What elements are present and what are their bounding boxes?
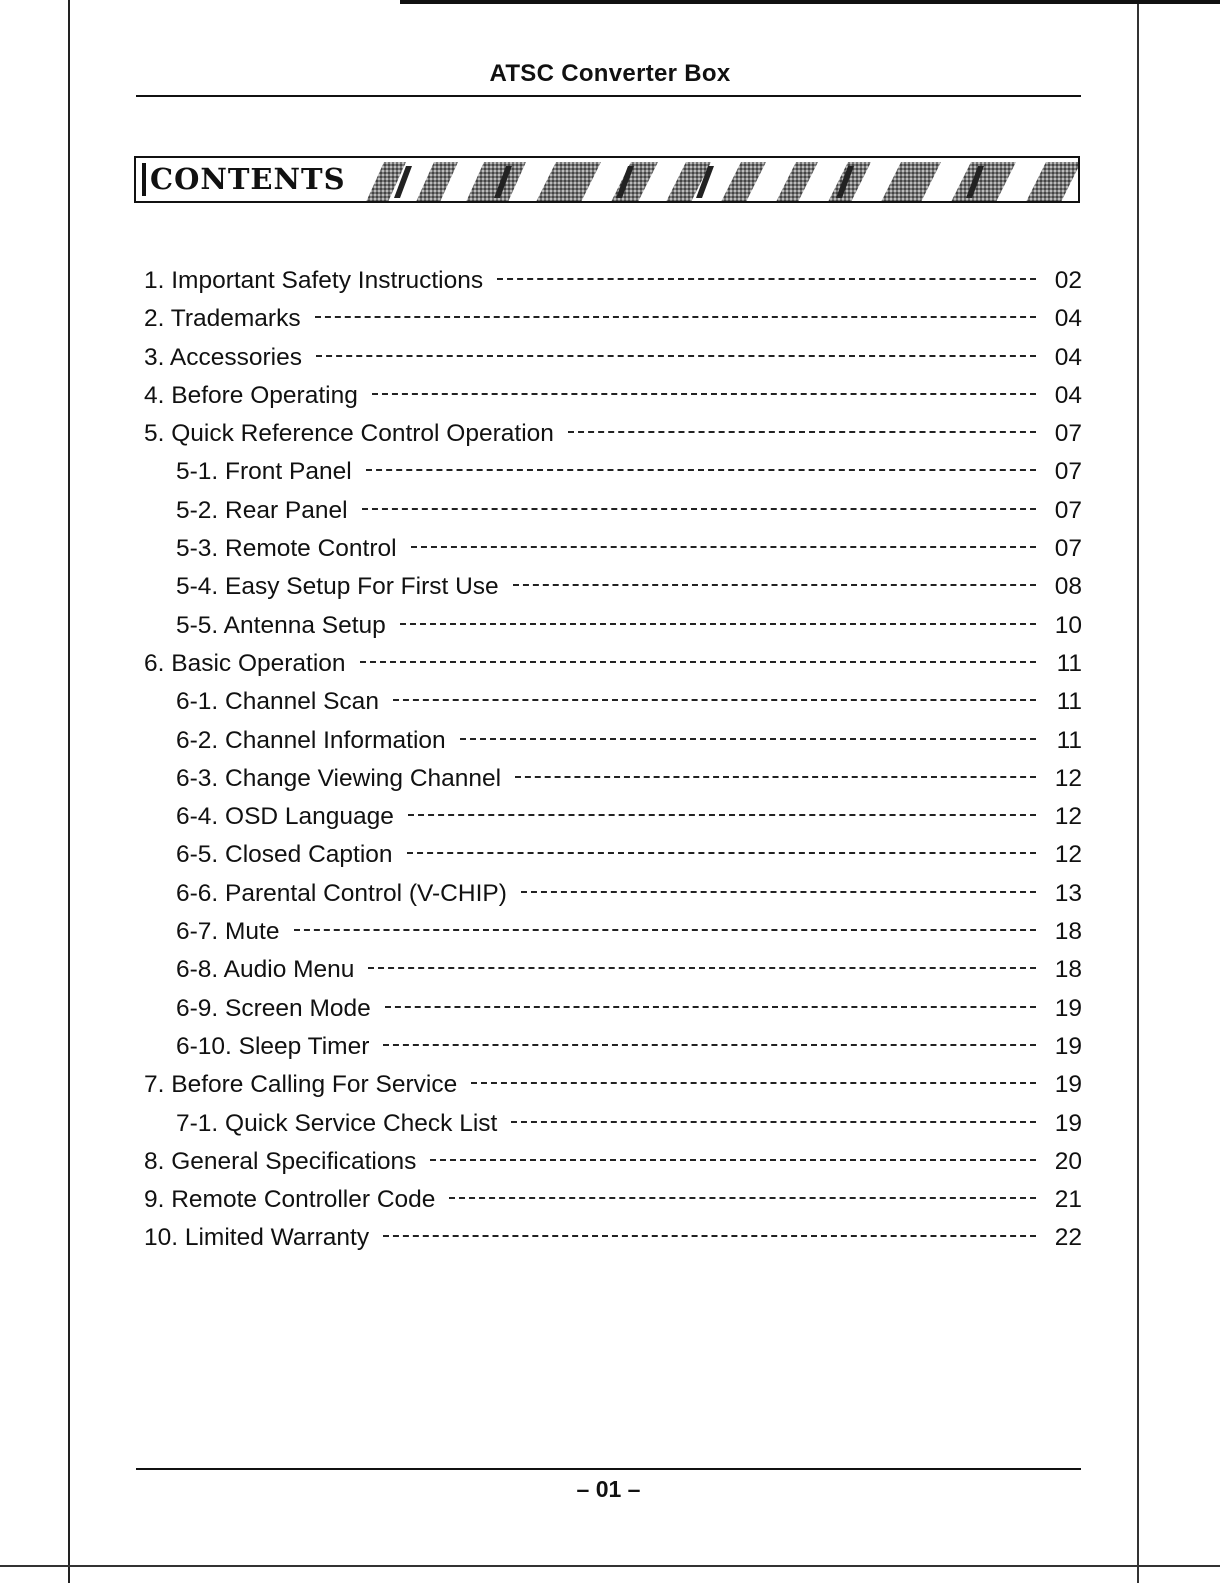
toc-entry-label: 4. Before Operating xyxy=(144,381,358,409)
contents-banner xyxy=(134,156,1080,203)
toc-entry-label: 6-3. Change Viewing Channel xyxy=(176,764,502,792)
toc-dash-leader xyxy=(294,929,1037,931)
toc-entry-page: 04 xyxy=(1054,381,1082,409)
toc-entry-label: 6-6. Parental Control (V-CHIP) xyxy=(176,879,507,907)
contents-heading: CONTENTS xyxy=(142,163,350,196)
toc-dash-leader xyxy=(449,1197,1036,1199)
toc-entry-label: 6-2. Channel Information xyxy=(176,726,446,754)
toc-dash-leader xyxy=(400,623,1036,625)
toc-entry xyxy=(144,798,1082,836)
toc-entry-page: 13 xyxy=(1054,879,1082,907)
toc-entry-label: 6-7. Mute xyxy=(176,918,280,946)
toc-entry-label: 6-10. Sleep Timer xyxy=(176,1032,370,1060)
toc-entry xyxy=(144,875,1082,913)
toc-dash-leader xyxy=(515,776,1036,778)
toc-entry xyxy=(144,645,1082,683)
toc-entry-label: 6-9. Screen Mode xyxy=(176,994,371,1022)
toc-entry-label: 10. Limited Warranty xyxy=(144,1224,370,1252)
toc-dash-leader xyxy=(411,546,1036,548)
toc-entry-label: 6. Basic Operation xyxy=(144,649,346,677)
scan-edge-left xyxy=(68,0,70,1583)
scan-edge-right xyxy=(1137,0,1139,1583)
toc-dash-leader xyxy=(316,355,1036,357)
toc-entry-page: 07 xyxy=(1054,535,1082,563)
toc-dash-leader xyxy=(383,1235,1036,1237)
toc-entry-page: 18 xyxy=(1054,918,1082,946)
toc-entry xyxy=(144,607,1082,645)
toc-dash-leader xyxy=(497,278,1036,280)
toc-entry xyxy=(144,262,1082,300)
toc-entry xyxy=(144,1219,1082,1257)
toc-dash-leader xyxy=(383,1044,1036,1046)
toc-dash-leader xyxy=(368,967,1036,969)
toc-dash-leader xyxy=(372,393,1036,395)
toc-entry-label: 5-1. Front Panel xyxy=(176,458,352,486)
document-title: ATSC Converter Box xyxy=(489,60,731,87)
toc-dash-leader xyxy=(513,584,1036,586)
toc-entry-label: 2. Trademarks xyxy=(144,305,301,333)
toc-dash-leader xyxy=(360,661,1036,663)
toc-entry-page: 02 xyxy=(1054,267,1082,294)
footer-rule xyxy=(136,1468,1081,1470)
toc-entry-page: 22 xyxy=(1054,1224,1082,1252)
toc-dash-leader xyxy=(521,891,1036,893)
toc-dash-leader xyxy=(568,431,1036,433)
toc-dash-leader xyxy=(460,738,1036,740)
page-number: – 01 – xyxy=(576,1476,641,1502)
toc-entry-label: 9. Remote Controller Code xyxy=(144,1186,436,1214)
toc-entry-label: 6-4. OSD Language xyxy=(176,803,394,831)
toc-entry-page: 19 xyxy=(1054,1071,1082,1099)
toc-entry xyxy=(144,339,1082,377)
toc-entry xyxy=(144,1181,1082,1219)
toc-entry-page: 07 xyxy=(1054,458,1082,486)
toc-entry-page: 20 xyxy=(1054,1147,1082,1175)
toc-entry-label: 8. General Specifications xyxy=(144,1147,417,1175)
toc-dash-leader xyxy=(393,699,1036,701)
toc-entry xyxy=(144,913,1082,951)
table-of-contents xyxy=(144,262,1082,1258)
toc-entry-label: 3. Accessories xyxy=(144,343,302,371)
toc-entry-label: 6-5. Closed Caption xyxy=(176,841,393,869)
toc-entry xyxy=(144,415,1082,453)
toc-entry xyxy=(144,1066,1082,1104)
toc-entry xyxy=(144,377,1082,415)
toc-entry-page: 19 xyxy=(1054,1109,1082,1137)
toc-dash-leader xyxy=(366,469,1036,471)
banner-stripes-decoration xyxy=(366,158,1080,203)
toc-entry-label: 5-4. Easy Setup For First Use xyxy=(176,573,499,601)
toc-entry-page: 07 xyxy=(1054,420,1082,448)
toc-entry-label: 5-5. Antenna Setup xyxy=(176,611,386,639)
toc-entry-page: 19 xyxy=(1054,994,1082,1022)
scan-edge-bottom xyxy=(0,1565,1220,1567)
toc-entry xyxy=(144,1028,1082,1066)
toc-entry-page: 11 xyxy=(1056,726,1082,754)
toc-entry xyxy=(144,951,1082,989)
toc-entry xyxy=(144,760,1082,798)
toc-entry-page: 11 xyxy=(1056,649,1082,677)
toc-entry-page: 21 xyxy=(1054,1186,1082,1214)
toc-dash-leader xyxy=(315,316,1036,318)
toc-entry xyxy=(144,836,1082,874)
toc-entry-page: 12 xyxy=(1054,841,1082,869)
toc-entry-label: 7-1. Quick Service Check List xyxy=(176,1109,498,1137)
toc-entry xyxy=(144,453,1082,491)
toc-entry-page: 10 xyxy=(1054,611,1082,639)
toc-entry-label: 5-3. Remote Control xyxy=(176,535,397,563)
toc-dash-leader xyxy=(407,852,1036,854)
toc-dash-leader xyxy=(471,1082,1036,1084)
toc-entry-label: 1. Important Safety Instructions xyxy=(144,267,484,294)
toc-entry xyxy=(144,1143,1082,1181)
toc-entry-page: 04 xyxy=(1054,343,1082,371)
toc-entry-page: 18 xyxy=(1054,956,1082,984)
toc-entry xyxy=(144,722,1082,760)
title-rule xyxy=(136,95,1081,97)
toc-entry-label: 7. Before Calling For Service xyxy=(144,1071,458,1099)
toc-entry xyxy=(144,990,1082,1028)
toc-entry xyxy=(144,492,1082,530)
toc-entry-label: 6-8. Audio Menu xyxy=(176,956,355,984)
toc-dash-leader xyxy=(511,1121,1036,1123)
scan-edge-top xyxy=(400,0,1220,4)
toc-entry-label: 5. Quick Reference Control Operation xyxy=(144,420,554,448)
toc-entry xyxy=(144,1105,1082,1143)
toc-entry xyxy=(144,530,1082,568)
toc-entry xyxy=(144,300,1082,338)
toc-entry-page: 12 xyxy=(1054,803,1082,831)
toc-entry-label: 6-1. Channel Scan xyxy=(176,688,379,716)
toc-entry xyxy=(144,568,1082,606)
toc-entry-label: 5-2. Rear Panel xyxy=(176,496,348,524)
toc-dash-leader xyxy=(430,1159,1036,1161)
toc-entry-page: 19 xyxy=(1054,1032,1082,1060)
toc-entry-page: 08 xyxy=(1054,573,1082,601)
toc-entry-page: 12 xyxy=(1054,764,1082,792)
toc-dash-leader xyxy=(385,1006,1036,1008)
toc-entry xyxy=(144,683,1082,721)
toc-entry-page: 04 xyxy=(1054,305,1082,333)
toc-dash-leader xyxy=(362,508,1036,510)
toc-dash-leader xyxy=(408,814,1036,816)
toc-entry-page: 07 xyxy=(1054,496,1082,524)
toc-entry-page: 11 xyxy=(1056,688,1082,716)
